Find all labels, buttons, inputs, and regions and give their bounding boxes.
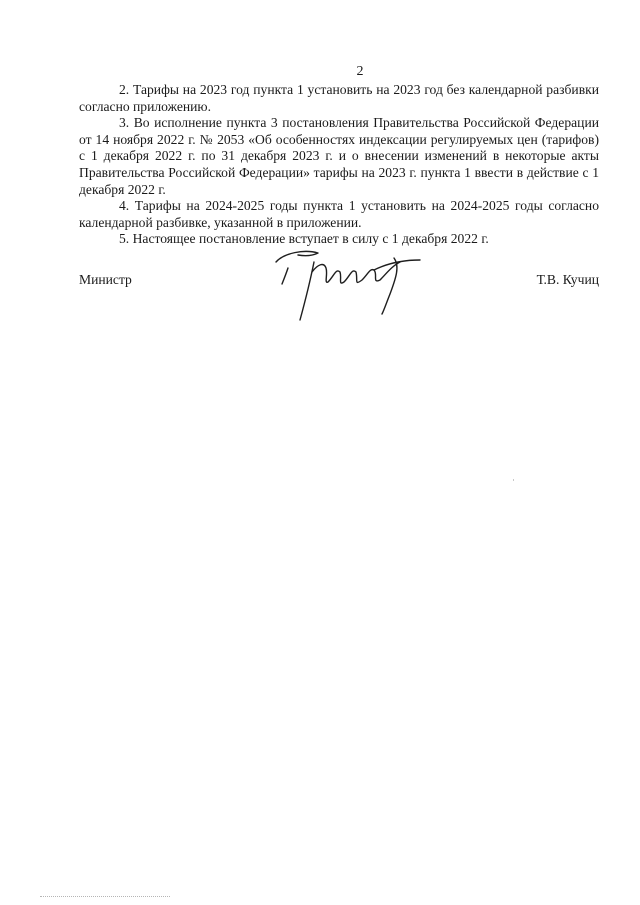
- paragraph-5: 5. Настоящее постановление вступает в силу с 1 декабря 2022 г.: [119, 231, 489, 247]
- scan-artifact: [40, 896, 170, 899]
- paragraph-2: 2. Тарифы на 2023 год пункта 1 установить на 2023 год без календарной разбивки согласно приложению.: [79, 82, 599, 114]
- paragraph-4: 4. Тарифы на 2024-2025 годы пункта 1 установить на 2024-2025 годы согласно календарной разбивке, указанной в приложении.: [79, 198, 599, 230]
- page-number: 2: [356, 64, 364, 79]
- signatory-name: Т.В. Кучиц: [536, 272, 599, 287]
- signature-block: [79, 272, 599, 342]
- scan-speck: [513, 479, 514, 481]
- handwritten-signature: [274, 250, 424, 332]
- paragraph-3: 3. Во исполнение пункта 3 постановления Правительства Российской Федерации от 14 ноября 2022 г. № 2053 «Об особенностях индексации регулируемых цен (тарифов) с 1 декабря 2022 г. по 31 декабря 2023 г. и о внесении изменений в некоторые акты Правительства Российской Федерации» тарифы на 2023 г. пункта 1 ввести в действие с 1 декабря 2022 г.: [79, 115, 599, 197]
- document-body: [79, 82, 599, 248]
- signatory-role: Министр: [79, 272, 132, 287]
